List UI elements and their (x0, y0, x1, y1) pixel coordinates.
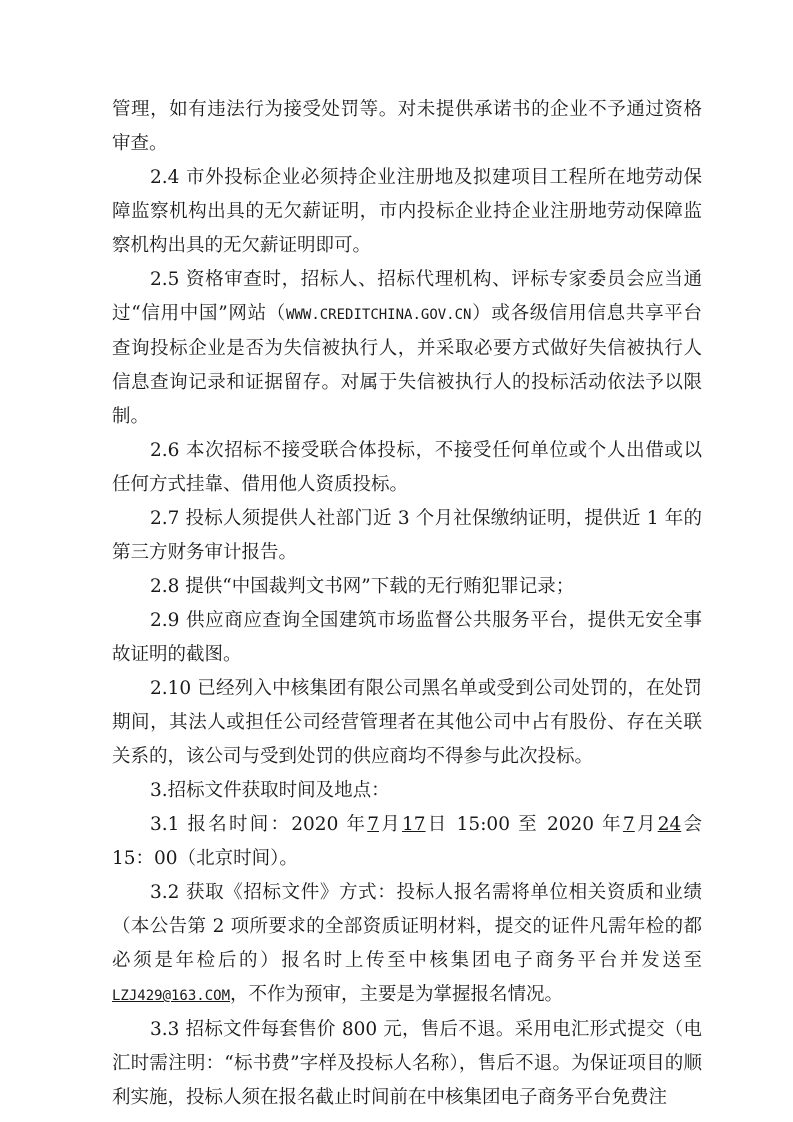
end-month: 7 (622, 814, 635, 835)
registration-mid: 日 15:00 至 2020 年 (425, 814, 623, 835)
paragraph-2-5-credit-check (112, 263, 702, 434)
registration-label: 3.1 报名时间：2020 年 (150, 814, 368, 835)
paragraph-text: ，不作为预审，主要是为掌握报名情况。 (230, 984, 564, 1005)
paragraph-2-6-no-joint-bid: 2.6 本次招标不接受联合体投标，不接受任何单位或个人出借或以任何方式挂靠、借用他人资质投标。 (112, 440, 702, 495)
month-char: 月 (379, 814, 402, 835)
paragraph-text: 2.5 资格审查时，招标人、招标代理机构、评标专家委员会应当通过“信用中国”网站（ (112, 269, 702, 324)
month-char: 月 (634, 814, 658, 835)
start-month: 7 (367, 814, 379, 835)
paragraph-2-8-bribery-record: 2.8 提供“中国裁判文书网”下载的无行贿犯罪记录； (150, 576, 575, 597)
paragraph-text: ）或各级信用信息共享平台查询投标企业是否为失信被执行人，并采取必要方式做好失信被执行人信息查询记录和证据留存。对属于失信被执行人的投标活动依法予以限制。 (112, 303, 702, 427)
paragraph-2-4-wage-certificate: 2.4 市外投标企业必须持企业注册地及拟建项目工程所在地劳动保障监察机构出具的无欠薪证明，市内投标企业持企业注册地劳动保障监察机构出具的无欠薪证明即可。 (112, 167, 702, 256)
paragraph-2-10-blacklist: 2.10 已经列入中核集团有限公司黑名单或受到公司处罚的，在处罚期间，其法人或担任公司经营管理者在其他公司中占有股份、存在关联关系的，该公司与受到处罚的供应商均不得参与此次投标。 (112, 678, 702, 767)
start-day: 17 (402, 814, 426, 835)
credit-china-url: WWW.CREDITCHINA.GOV.CN (286, 307, 472, 323)
section-heading-3: 3.招标文件获取时间及地点： (150, 780, 390, 801)
paragraph-qualification-commitment: 管理，如有违法行为接受处罚等。对未提供承诺书的企业不予通过资格审查。 (112, 99, 702, 154)
paragraph-3-3-price: 3.3 招标文件每套售价 800 元，售后不退。采用电汇形式提交（电汇时需注明：“标书费”字样及投标人名称），售后不退。为保证项目的顺利实施，投标人须在报名截止时间前在中核集团电子商务平台免费注 (112, 1019, 702, 1108)
paragraph-text: 3.2 获取《招标文件》方式：投标人报名需将单位相关资质和业绩（本公告第 2 项所要求的全部资质证明材料，提交的证件凡需年检的都必须是年检后的）报名时上传至中核集团电子商务平台并发送至 (112, 882, 702, 971)
paragraph-2-7-social-security: 2.7 投标人须提供人社部门近 3 个月社保缴纳证明，提供近 1 年的第三方财务审计报告。 (112, 508, 702, 563)
paragraph-3-1-registration-time (112, 808, 702, 876)
paragraph-3-2-method (112, 876, 702, 1013)
contact-email: LZJ429@163.COM (112, 988, 231, 1004)
end-day: 24 (657, 814, 682, 835)
document-body (112, 93, 702, 1115)
registration-tail: 会 15：00（北京时间）。 (112, 814, 702, 869)
paragraph-2-9-safety-record: 2.9 供应商应查询全国建筑市场监督公共服务平台，提供无安全事故证明的截图。 (112, 610, 702, 665)
